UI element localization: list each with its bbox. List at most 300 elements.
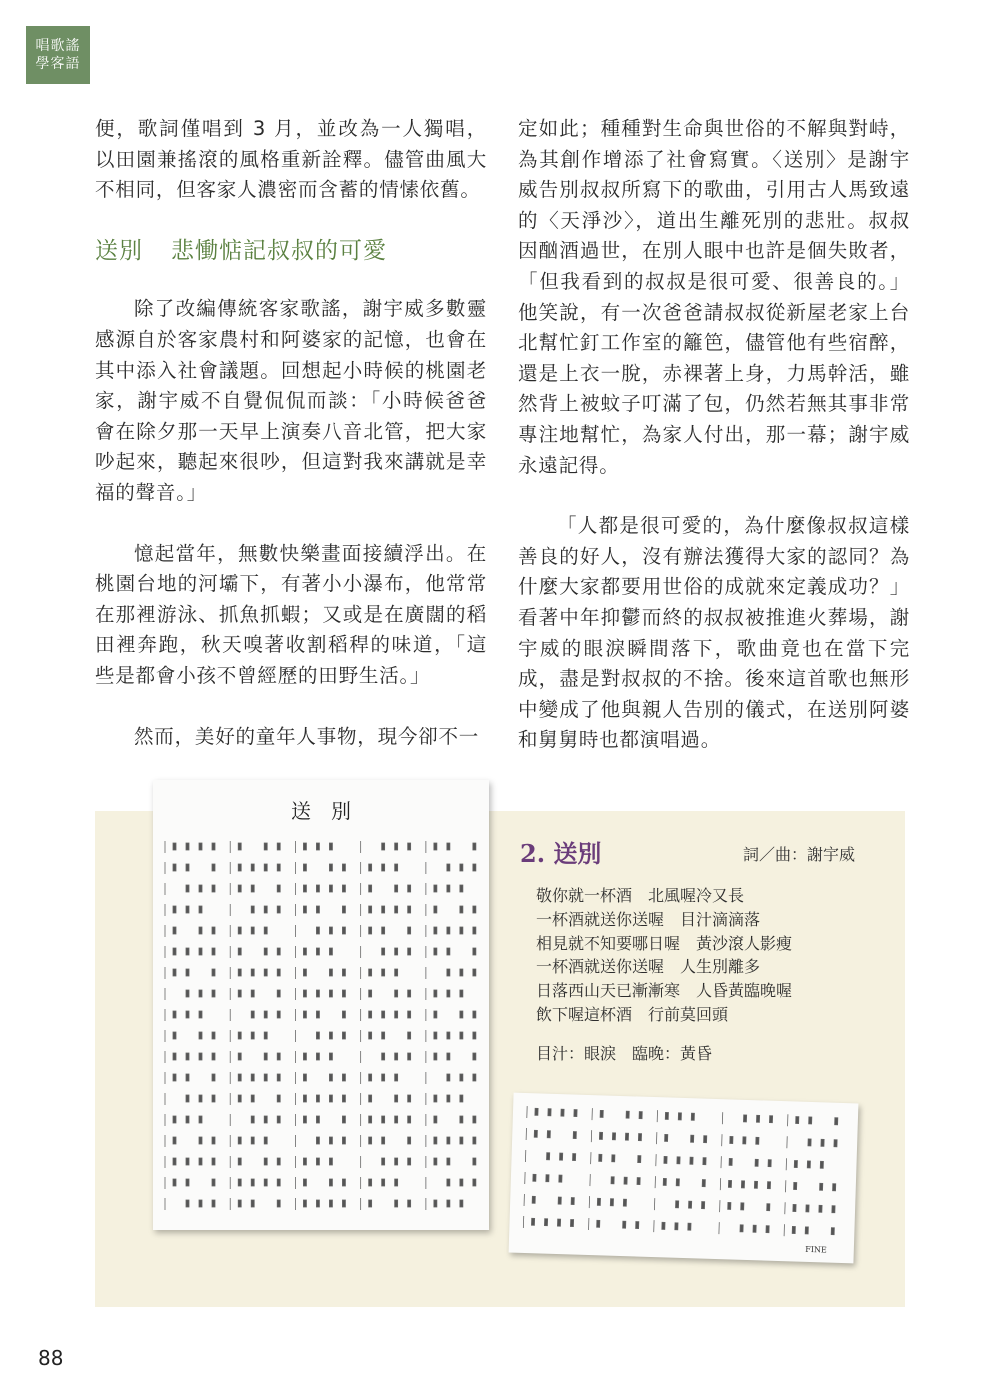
note-mark (624, 1177, 627, 1184)
note-mark (460, 906, 463, 913)
note-mark (369, 885, 372, 892)
note-mark (277, 969, 280, 976)
note-mark (662, 1222, 665, 1229)
note-mark (808, 1139, 811, 1146)
note-mark (611, 1177, 614, 1184)
lyric-line: 一杯酒就送你送喔 人生別離多 (536, 957, 761, 977)
note-mark (173, 948, 176, 955)
note-mark (277, 885, 280, 892)
note-mark (369, 1011, 372, 1018)
note-mark (342, 864, 345, 871)
note-mark (212, 969, 215, 976)
note-mark (395, 1116, 398, 1123)
note-mark (251, 885, 254, 892)
note-mark (809, 1117, 812, 1124)
note-mark (277, 1011, 280, 1018)
paragraph: 便，歌詞僅唱到 3 月，並改為一人獨唱，以田園兼搖滾的風格重新詮釋。儘管曲風大不相同，但客家人濃密而含蓄的情愫依舊。 (95, 117, 487, 202)
note-mark (473, 1053, 476, 1060)
note-mark (342, 1179, 345, 1186)
note-mark (186, 1200, 189, 1207)
note-mark (264, 948, 267, 955)
note-mark (264, 1137, 267, 1144)
note-mark (251, 1137, 254, 1144)
note-mark (636, 1222, 639, 1229)
note-mark (238, 843, 241, 850)
note-mark (264, 1053, 267, 1060)
note-mark (238, 1074, 241, 1081)
note-mark (767, 1182, 770, 1189)
note-mark (796, 1116, 799, 1123)
note-mark (754, 1181, 757, 1188)
note-mark (573, 1132, 576, 1139)
note-mark (832, 1206, 835, 1213)
note-mark (460, 990, 463, 997)
note-mark (434, 1095, 437, 1102)
note-mark (173, 1158, 176, 1165)
note-mark (199, 990, 202, 997)
note-mark (794, 1182, 797, 1189)
note-mark (675, 1223, 678, 1230)
note-mark (434, 906, 437, 913)
paragraph: 然而，美好的童年人事物，現今卻不一 (134, 724, 480, 748)
note-mark (212, 843, 215, 850)
note-mark (677, 1157, 680, 1164)
note-mark (264, 1074, 267, 1081)
note-mark (238, 1137, 241, 1144)
note-mark (238, 864, 241, 871)
note-mark (395, 864, 398, 871)
note-mark (186, 864, 189, 871)
note-mark (612, 1155, 615, 1162)
note-mark (623, 1221, 626, 1228)
note-mark (395, 1179, 398, 1186)
note-mark (264, 1158, 267, 1165)
note-mark (277, 1116, 280, 1123)
note-mark (329, 1053, 332, 1060)
note-mark (408, 1200, 411, 1207)
section-tab (26, 26, 90, 84)
note-mark (369, 1200, 372, 1207)
note-mark (316, 1032, 319, 1039)
note-mark (251, 1200, 254, 1207)
note-mark (212, 864, 215, 871)
note-mark (342, 885, 345, 892)
note-mark (597, 1198, 600, 1205)
note-mark (342, 990, 345, 997)
note-mark (251, 927, 254, 934)
note-mark (382, 1053, 385, 1060)
note-mark (212, 885, 215, 892)
note-mark (264, 1011, 267, 1018)
note-mark (792, 1226, 795, 1233)
note-mark (303, 990, 306, 997)
note-mark (199, 1032, 202, 1039)
section-tab-line1: 唱歌謠 (35, 38, 81, 54)
note-mark (729, 1158, 732, 1165)
note-mark (329, 969, 332, 976)
note-mark (395, 1011, 398, 1018)
note-mark (434, 1053, 437, 1060)
note-mark (369, 969, 372, 976)
note-mark (199, 885, 202, 892)
note-mark (730, 1136, 733, 1143)
note-mark (473, 906, 476, 913)
note-mark (251, 1179, 254, 1186)
note-mark (316, 885, 319, 892)
note-mark (173, 1179, 176, 1186)
note-mark (316, 948, 319, 955)
note-mark (473, 1179, 476, 1186)
note-mark (369, 1116, 372, 1123)
note-mark (434, 885, 437, 892)
note-mark (691, 1135, 694, 1142)
note-mark (473, 1032, 476, 1039)
note-mark (434, 843, 437, 850)
note-mark (199, 906, 202, 913)
note-mark (342, 1074, 345, 1081)
note-mark (316, 990, 319, 997)
note-mark (820, 1183, 823, 1190)
note-mark (186, 969, 189, 976)
note-mark (277, 1095, 280, 1102)
note-mark (570, 1219, 573, 1226)
note-mark (369, 906, 372, 913)
note-mark (303, 1011, 306, 1018)
note-mark (173, 1053, 176, 1060)
note-mark (342, 1095, 345, 1102)
note-mark (199, 948, 202, 955)
note-mark (382, 1116, 385, 1123)
sheet-music-image (153, 780, 489, 1230)
note-mark (199, 1158, 202, 1165)
note-mark (447, 969, 450, 976)
note-mark (251, 969, 254, 976)
note-mark (173, 1011, 176, 1018)
note-mark (766, 1226, 769, 1233)
note-mark (199, 1095, 202, 1102)
note-mark (212, 1158, 215, 1165)
paragraph: 「人都是很可愛的，為什麼像叔叔這樣善良的好人，沒有辦法獲得大家的認同？為什麼大家都要用世俗的成就來定義成功？」看著中年抑鬱而終的叔叔被推進火葬場，謝宇威的眼淚瞬間落下，歌曲竟也在當下完成，盡是對叔叔的不捨。後來這首歌也無形中變成了他與親人告別的儀式，在送別阿婆和舅舅時也都演唱過。 (518, 514, 910, 752)
note-mark (831, 1228, 834, 1235)
note-mark (316, 1158, 319, 1165)
note-mark (460, 1179, 463, 1186)
note-mark (701, 1202, 704, 1209)
note-mark (264, 1179, 267, 1186)
note-mark (238, 1200, 241, 1207)
note-mark (447, 990, 450, 997)
note-mark (612, 1133, 615, 1140)
note-mark (834, 1140, 837, 1147)
note-mark (199, 927, 202, 934)
note-mark (264, 906, 267, 913)
note-mark (637, 1178, 640, 1185)
note-mark (755, 1159, 758, 1166)
note-mark (342, 1116, 345, 1123)
note-mark (186, 1179, 189, 1186)
sheet-music-graphic (153, 780, 489, 1230)
note-mark (819, 1205, 822, 1212)
note-mark (408, 927, 411, 934)
note-mark (639, 1112, 642, 1119)
note-mark (740, 1225, 743, 1232)
note-mark (600, 1110, 603, 1117)
note-mark (303, 969, 306, 976)
note-mark (434, 1200, 437, 1207)
note-mark (264, 1116, 267, 1123)
note-mark (546, 1175, 549, 1182)
note-mark (447, 948, 450, 955)
note-mark (199, 1137, 202, 1144)
note-mark (756, 1137, 759, 1144)
note-mark (277, 843, 280, 850)
note-mark (434, 1158, 437, 1165)
note-mark (342, 927, 345, 934)
note-mark (664, 1156, 667, 1163)
note-mark (342, 906, 345, 913)
note-mark (251, 1074, 254, 1081)
note-mark (447, 1179, 450, 1186)
paragraph: 定如此；種種對生命與世俗的不解與對峙，為其創作增添了社會寫實。〈送別〉是謝宇威告別叔叔所寫下的歌曲，引用古人馬致遠的〈天淨沙〉，道出生離死別的悲壯。叔叔因酗酒過世，在別人眼中也許是個失敗者，「但我看到的叔叔是很可愛、很善良的。」他笑說，有一次爸爸請叔叔從新屋老家上台北幫忙釘工作室的籬笆，儘管他有些宿醉，還是上衣一脫，赤裸著上身，力馬幹活，雖然背上被蚊子叮滿了包，仍然若無其事非常專注地幫忙，為家人付出，那一幕；謝宇威永遠記得。 (518, 117, 910, 477)
note-mark (212, 990, 215, 997)
note-mark (676, 1179, 679, 1186)
note-mark (329, 948, 332, 955)
note-mark (303, 864, 306, 871)
note-mark (329, 1200, 332, 1207)
note-mark (264, 864, 267, 871)
note-mark (329, 1137, 332, 1144)
note-mark (369, 1095, 372, 1102)
note-mark (447, 927, 450, 934)
note-mark (369, 1074, 372, 1081)
note-mark (277, 948, 280, 955)
note-mark (559, 1175, 562, 1182)
note-mark (460, 1137, 463, 1144)
note-mark (460, 1116, 463, 1123)
note-mark (251, 864, 254, 871)
note-mark (434, 990, 437, 997)
note-mark (447, 1137, 450, 1144)
note-mark (460, 1200, 463, 1207)
note-mark (768, 1160, 771, 1167)
note-mark (173, 843, 176, 850)
note-mark (835, 1118, 838, 1125)
note-mark (769, 1116, 772, 1123)
note-mark (756, 1115, 759, 1122)
note-mark (382, 864, 385, 871)
note-mark (434, 948, 437, 955)
note-mark (277, 1200, 280, 1207)
note-mark (690, 1157, 693, 1164)
note-mark (447, 885, 450, 892)
note-mark (558, 1197, 561, 1204)
note-mark (743, 1115, 746, 1122)
note-mark (238, 1158, 241, 1165)
note-mark (251, 990, 254, 997)
note-mark (675, 1201, 678, 1208)
note-mark (703, 1158, 706, 1165)
note-mark (382, 1032, 385, 1039)
note-mark (460, 1032, 463, 1039)
note-mark (199, 1116, 202, 1123)
note-mark (688, 1223, 691, 1230)
note-mark (572, 1154, 575, 1161)
section-heading (95, 236, 487, 267)
note-mark (460, 969, 463, 976)
note-mark (767, 1204, 770, 1211)
note-mark (382, 843, 385, 850)
section-heading-subtitle: 悲慟惦記叔叔的可愛 (171, 237, 387, 264)
note-mark (186, 1158, 189, 1165)
note-mark (434, 927, 437, 934)
note-mark (473, 843, 476, 850)
note-mark (434, 1137, 437, 1144)
lyric-line: 敬你就一杯酒 北風喔冷又長 (536, 886, 745, 905)
note-mark (316, 1011, 319, 1018)
note-mark (382, 1137, 385, 1144)
note-mark (395, 969, 398, 976)
note-mark (329, 1032, 332, 1039)
glossary: 目汁：眼淚 臨晚：黃昏 (536, 1044, 713, 1063)
note-mark (395, 1200, 398, 1207)
note-mark (329, 927, 332, 934)
note-mark (741, 1203, 744, 1210)
note-mark (186, 1011, 189, 1018)
note-mark (186, 885, 189, 892)
note-mark (303, 1200, 306, 1207)
note-mark (173, 1116, 176, 1123)
note-mark (574, 1110, 577, 1117)
note-mark (678, 1113, 681, 1120)
note-mark (316, 1137, 319, 1144)
note-mark (264, 1032, 267, 1039)
note-mark (728, 1202, 731, 1209)
note-mark (688, 1201, 691, 1208)
note-mark (199, 1011, 202, 1018)
note-mark (473, 1158, 476, 1165)
note-mark (460, 864, 463, 871)
note-mark (251, 1116, 254, 1123)
note-mark (408, 1158, 411, 1165)
note-mark (473, 969, 476, 976)
note-mark (382, 969, 385, 976)
note-mark (316, 906, 319, 913)
note-mark (212, 1074, 215, 1081)
note-mark (238, 927, 241, 934)
note-mark (303, 1053, 306, 1060)
note-mark (173, 927, 176, 934)
note-mark (547, 1153, 550, 1160)
note-mark (369, 1032, 372, 1039)
note-mark (186, 990, 189, 997)
note-mark (238, 885, 241, 892)
note-mark (369, 1179, 372, 1186)
note-mark (408, 1095, 411, 1102)
note-mark (303, 1116, 306, 1123)
note-mark (447, 1095, 450, 1102)
note-mark (743, 1137, 746, 1144)
note-mark (434, 1011, 437, 1018)
note-mark (460, 927, 463, 934)
note-mark (369, 990, 372, 997)
sheet-music-fine: FINE (805, 1244, 827, 1255)
note-mark (557, 1219, 560, 1226)
note-mark (212, 1137, 215, 1144)
note-mark (329, 1158, 332, 1165)
note-mark (395, 906, 398, 913)
sheet-music-image-2 (509, 1093, 859, 1264)
note-mark (820, 1161, 823, 1168)
note-mark (342, 1011, 345, 1018)
note-mark (264, 969, 267, 976)
note-mark (303, 948, 306, 955)
note-mark (238, 1095, 241, 1102)
note-mark (599, 1132, 602, 1139)
note-mark (199, 1053, 202, 1060)
note-mark (186, 1053, 189, 1060)
note-mark (173, 864, 176, 871)
note-mark (329, 843, 332, 850)
note-mark (277, 990, 280, 997)
note-mark (212, 927, 215, 934)
note-mark (547, 1131, 550, 1138)
note-mark (173, 969, 176, 976)
note-mark (408, 948, 411, 955)
note-mark (460, 885, 463, 892)
note-mark (395, 990, 398, 997)
sheet-music-graphic-2 (509, 1093, 859, 1264)
note-mark (186, 843, 189, 850)
note-mark (382, 1074, 385, 1081)
note-mark (186, 1074, 189, 1081)
left-column (95, 114, 487, 782)
note-mark (395, 1074, 398, 1081)
note-mark (277, 1053, 280, 1060)
note-mark (264, 927, 267, 934)
note-mark (447, 864, 450, 871)
note-mark (460, 1011, 463, 1018)
song-title: 2. 送別 (520, 839, 602, 868)
note-mark (805, 1227, 808, 1234)
note-mark (173, 1074, 176, 1081)
note-mark (473, 1074, 476, 1081)
note-mark (625, 1133, 628, 1140)
note-mark (382, 906, 385, 913)
note-mark (610, 1199, 613, 1206)
note-mark (702, 1180, 705, 1187)
note-mark (395, 1053, 398, 1060)
note-mark (447, 1053, 450, 1060)
note-mark (186, 1116, 189, 1123)
note-mark (447, 1200, 450, 1207)
note-mark (316, 843, 319, 850)
note-mark (447, 1158, 450, 1165)
note-mark (473, 1011, 476, 1018)
section-heading-title: 送別 (95, 237, 143, 264)
note-mark (665, 1112, 668, 1119)
note-mark (395, 843, 398, 850)
note-mark (173, 1137, 176, 1144)
note-mark (277, 864, 280, 871)
note-mark (186, 906, 189, 913)
sheet-music-title: 送 別 (291, 799, 351, 823)
note-mark (303, 1158, 306, 1165)
note-mark (408, 1011, 411, 1018)
note-mark (473, 927, 476, 934)
note-mark (473, 1116, 476, 1123)
note-mark (251, 1095, 254, 1102)
note-mark (251, 1032, 254, 1039)
note-mark (251, 906, 254, 913)
